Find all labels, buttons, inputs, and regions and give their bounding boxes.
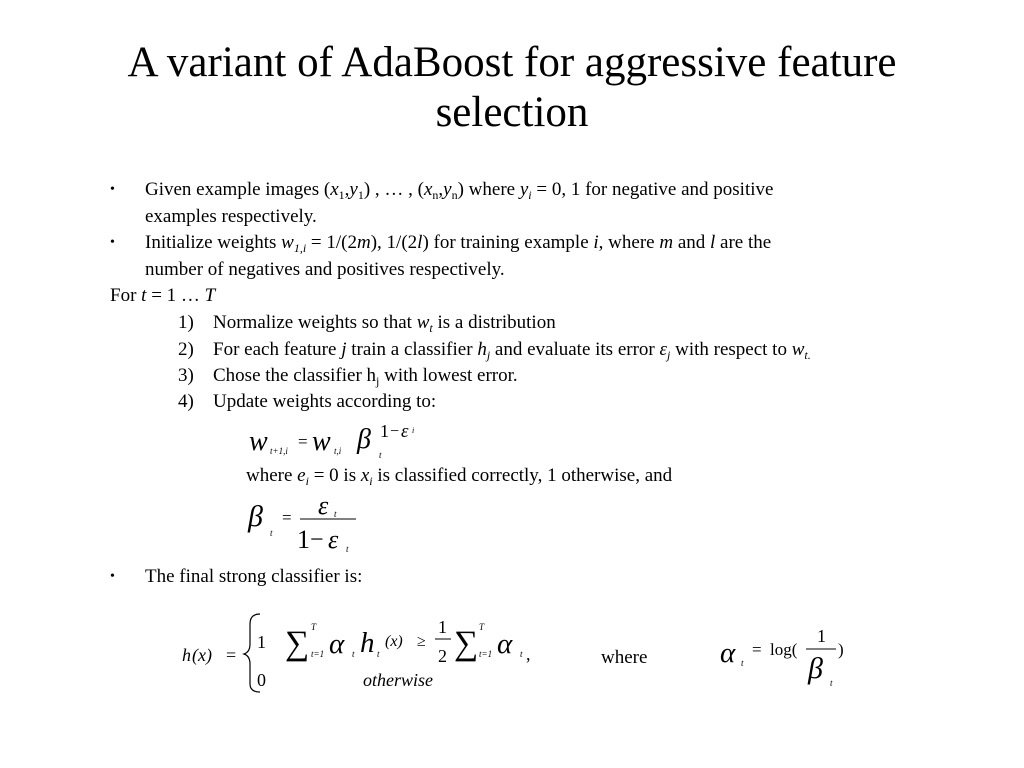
formula-weight-update xyxy=(246,418,446,464)
h-t: h xyxy=(360,627,375,659)
formula-numerator-epsilon: ε xyxy=(318,491,329,520)
step-number: 3) xyxy=(178,365,194,386)
formula-equals: = xyxy=(298,432,308,451)
step-text: For each feature j train a classifier $h_j$ and evaluate its error $\varepsilon_j$ with respect to $w_{t.}$ xyxy=(213,339,811,362)
formula-equals: = xyxy=(282,508,292,527)
step-text: Update weights according to: xyxy=(213,391,437,412)
bullet-initialize-weights xyxy=(110,229,910,285)
formula-equals: = xyxy=(752,640,762,659)
bullet-given-examples xyxy=(110,176,910,232)
bullet-text: The final strong classifier is: xyxy=(145,566,363,587)
formula-alpha-definition xyxy=(718,618,858,694)
otherwise-label: otherwise xyxy=(363,670,433,690)
formula-beta-subscript: t xyxy=(270,528,273,538)
bullet-line-2: number of negatives and positives respectively. xyxy=(145,259,505,280)
case-zero-value: 0 xyxy=(257,670,266,690)
formula-w-rhs: w xyxy=(312,426,331,457)
alpha-right-subscript: t xyxy=(520,649,523,659)
formula-exp-subscript: i xyxy=(412,426,415,435)
formula-exp-one: 1 xyxy=(380,421,389,441)
formula-hx-paren: (x) xyxy=(192,645,212,665)
formula-h: h xyxy=(182,645,191,665)
log-open: log( xyxy=(770,640,798,659)
alpha-subscript: t xyxy=(741,658,744,668)
alpha-symbol: α xyxy=(720,637,736,669)
sum-symbol-left: ∑ xyxy=(285,625,310,662)
half-numerator: 1 xyxy=(438,617,447,637)
alpha-right: α xyxy=(497,628,513,660)
beta-denominator: β xyxy=(808,652,823,685)
sum-left-top: T xyxy=(311,622,317,632)
half-denominator: 2 xyxy=(438,646,447,666)
formula-lhs-subscript: t+1,i xyxy=(270,446,288,456)
where-label: where xyxy=(601,647,648,668)
step-text: Chose the classifier $h_j$ with lowest error. xyxy=(213,365,518,388)
formula-denominator-epsilon: ε xyxy=(328,525,339,554)
step-number: 4) xyxy=(178,391,194,412)
fraction-numerator: 1 xyxy=(817,626,826,646)
formula-numerator-subscript: t xyxy=(334,509,337,519)
geq-sign: ≥ xyxy=(417,633,426,650)
log-close: ) xyxy=(838,640,844,659)
formula-exp-epsilon: ε xyxy=(401,421,409,442)
case-one-value: 1 xyxy=(257,632,266,652)
formula-beta-subscript: t xyxy=(379,450,382,460)
bullet-text xyxy=(145,229,905,283)
h-t-subscript: t xyxy=(377,649,380,659)
sum-right-bottom: t=1 xyxy=(479,649,493,659)
formula-denominator-one: 1 xyxy=(297,525,310,554)
step-text: Normalize weights so that $w_t$ is a distribution xyxy=(213,312,556,335)
alpha-left-subscript: t xyxy=(352,649,355,659)
sum-left-bottom: t=1 xyxy=(311,649,325,659)
formula-beta-definition xyxy=(246,492,376,556)
x-paren: (x) xyxy=(385,633,403,650)
bullet-text xyxy=(145,176,905,230)
step-number: 1) xyxy=(178,312,194,333)
bullet-icon: • xyxy=(110,569,115,584)
alpha-left: α xyxy=(329,628,345,660)
formula-comma: , xyxy=(526,644,531,664)
step-number: 2) xyxy=(178,339,194,360)
formula-beta: β xyxy=(357,424,371,455)
formula-equals: = xyxy=(226,645,237,665)
formula-exp-minus: − xyxy=(390,423,400,440)
for-loop-header: For t = 1 … T xyxy=(110,285,216,306)
bullet-icon: • xyxy=(110,235,115,250)
formula-w-lhs: w xyxy=(249,426,268,457)
bullet-line-1: Given example images $(x_1,y_1)$ , … , $(x_n,y_n)$ where $y_i = 0$, 1 for negative and positive xyxy=(145,179,774,202)
formula-denominator-subscript: t xyxy=(346,544,349,554)
sum-right-top: T xyxy=(479,622,485,632)
bullet-final-classifier xyxy=(110,563,910,591)
slide-title: A variant of AdaBoost for aggressive feature selection xyxy=(127,39,897,136)
beta-denominator-subscript: t xyxy=(830,678,833,688)
formula-denominator-minus: − xyxy=(310,527,324,553)
bullet-line-2: examples respectively. xyxy=(145,206,317,227)
formula-rhs-subscript: t,i xyxy=(334,446,342,456)
sum-symbol-right: ∑ xyxy=(454,625,479,662)
bullet-icon: • xyxy=(110,182,115,197)
formula-beta: β xyxy=(248,500,263,533)
where-explanation: where $e_i = 0$ is $x_i$ is classified correctly, 1 otherwise, and xyxy=(246,465,673,488)
bullet-line-1: Initialize weights $w_{1,i} = 1/(2m)$, 1/(2l) for training example i, where m and l are the xyxy=(145,232,772,255)
